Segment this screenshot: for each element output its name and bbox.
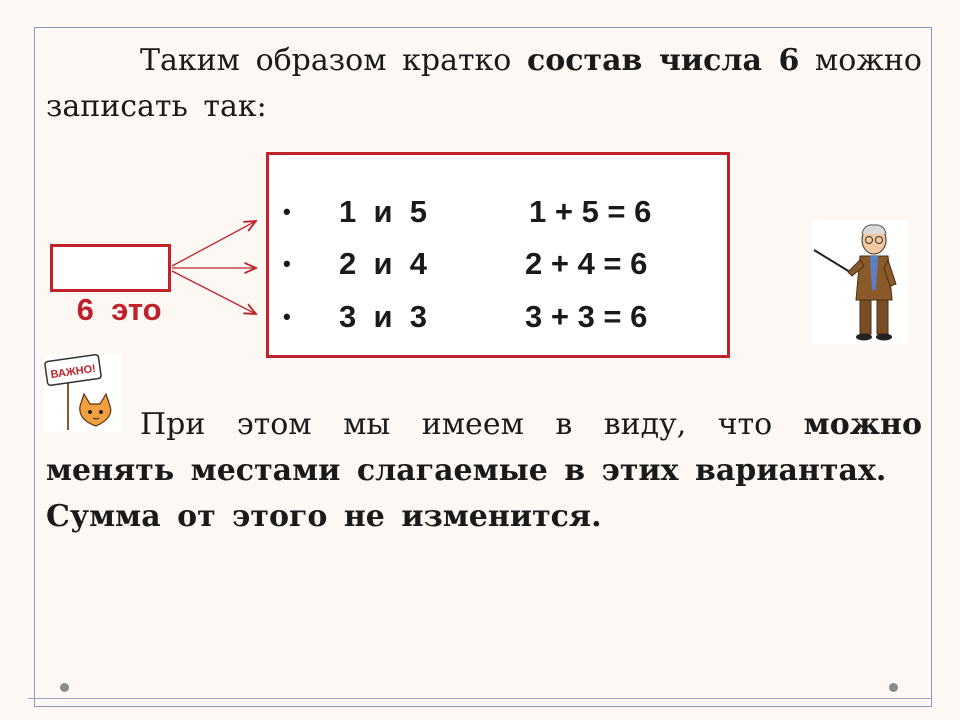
equation-text: 3 + 3 = 6: [525, 299, 648, 334]
bullet-icon: •: [283, 304, 291, 329]
pair-text: 1 и 5: [339, 194, 427, 229]
intro-lead: Таким образом кратко: [140, 43, 512, 78]
bottom-rule: [28, 698, 932, 699]
composition-row-1: [269, 192, 729, 232]
note-bold: можно менять местами слагаемые в этих вариантах.: [46, 407, 923, 488]
corner-dot-left: [60, 683, 69, 692]
composition-box: [266, 152, 730, 358]
equation-text: 1 + 5 = 6: [529, 194, 652, 229]
six-label: 6 это: [76, 292, 162, 327]
intro-bold: состав числа 6: [526, 43, 800, 78]
intro-rest: можно записать так:: [46, 43, 922, 124]
six-label-box: [50, 244, 171, 327]
bullet-icon: •: [283, 251, 291, 276]
note-lead: При этом мы имеем в виду, что: [140, 407, 773, 442]
intro-paragraph: [46, 38, 922, 130]
composition-row-3: [269, 297, 729, 337]
note-paragraph: [46, 402, 922, 540]
pair-text: 3 и 3: [339, 299, 427, 334]
corner-dot-right: [889, 683, 898, 692]
teacher-illustration: [812, 220, 908, 344]
composition-row-2: [269, 244, 729, 284]
note-conclusion: Сумма от этого не изменится.: [46, 499, 602, 534]
sign-text: ВАЖНО!: [49, 362, 97, 382]
equation-text: 2 + 4 = 6: [525, 246, 648, 281]
pair-text: 2 и 4: [339, 246, 427, 281]
bullet-icon: •: [283, 199, 291, 224]
